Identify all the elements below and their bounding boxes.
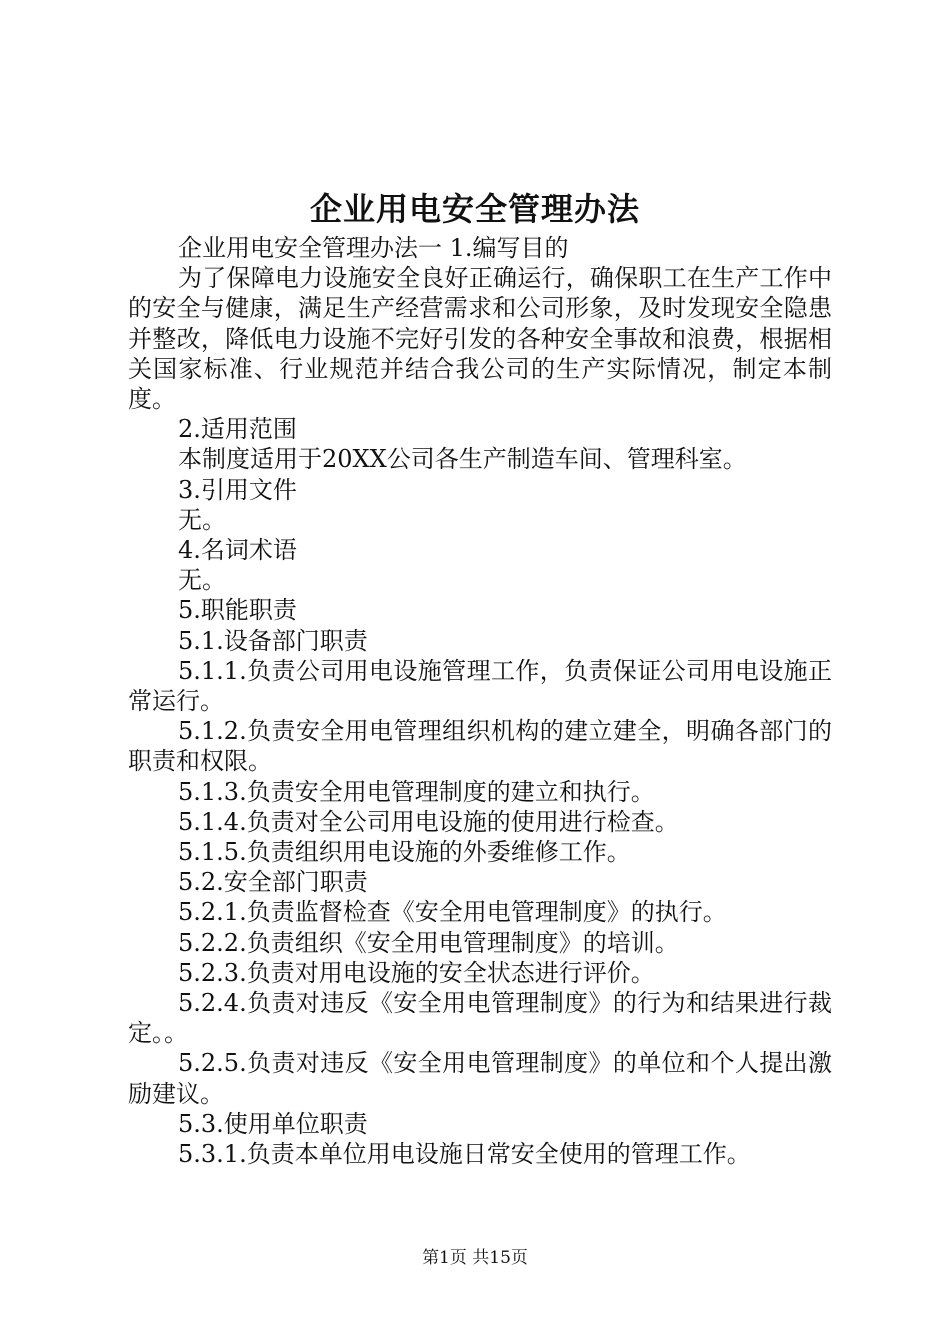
- paragraph-intro: 企业用电安全管理办法一 1.编写目的: [178, 234, 569, 262]
- list-item: 5.2.3.负责对用电设施的安全状态进行评价。: [178, 958, 655, 987]
- heading-scope: 2.适用范围: [178, 415, 297, 444]
- list-item: 5.1.5.负责组织用电设施的外委维修工作。: [178, 838, 631, 867]
- list-item: 5.3.1.负责本单位用电设施日常安全使用的管理工作。: [178, 1140, 751, 1169]
- document-body: [128, 233, 832, 1169]
- page-number-footer: 第1页 共15页: [422, 1248, 528, 1268]
- list-item: 5.2.5.负责对违反《安全用电管理制度》的单位和个人提出激励建议。: [128, 1049, 832, 1108]
- list-item: 5.2.2.负责组织《安全用电管理制度》的培训。: [178, 928, 679, 957]
- list-item: 5.1.1.负责公司用电设施管理工作，负责保证公司用电设施正常运行。: [128, 656, 832, 716]
- list-item: 5.1.4.负责对全公司用电设施的使用进行检查。: [178, 807, 679, 836]
- list-item: 5.1.3.负责安全用电管理制度的建立和执行。: [178, 777, 655, 806]
- list-item: 5.1.2.负责安全用电管理组织机构的建立建全，明确各部门的职责和权限。: [128, 717, 832, 776]
- heading-equipment-dept: 5.1.设备部门职责: [178, 626, 368, 655]
- heading-references: 3.引用文件: [178, 475, 297, 504]
- document-title: 企业用电安全管理办法: [309, 190, 640, 228]
- paragraph-scope: 本制度适用于20XX公司各生产制造车间、管理科室。: [178, 445, 747, 474]
- list-item: 5.2.4.负责对违反《安全用电管理制度》的行为和结果进行裁定。。: [128, 989, 832, 1048]
- list-item: 5.2.1.负责监督检查《安全用电管理制度》的执行。: [178, 898, 727, 927]
- paragraph-purpose: 为了保障电力设施安全良好正确运行，确保职工在生产工作中的安全与健康，满足生产经营需求和公司形象，及时发现安全隐患并整改，降低电力设施不完好引发的各种安全事故和浪费，根据相关国家标准、行业规范并结合我公司的生产实际情况，制定本制度。: [128, 264, 832, 414]
- heading-user-unit: 5.3.使用单位职责: [178, 1109, 368, 1138]
- heading-terms: 4.名词术语: [178, 536, 297, 565]
- paragraph-terms: 无。: [178, 566, 226, 595]
- heading-safety-dept: 5.2.安全部门职责: [178, 868, 368, 897]
- heading-responsibilities: 5.职能职责: [178, 596, 297, 625]
- paragraph-references: 无。: [178, 505, 226, 534]
